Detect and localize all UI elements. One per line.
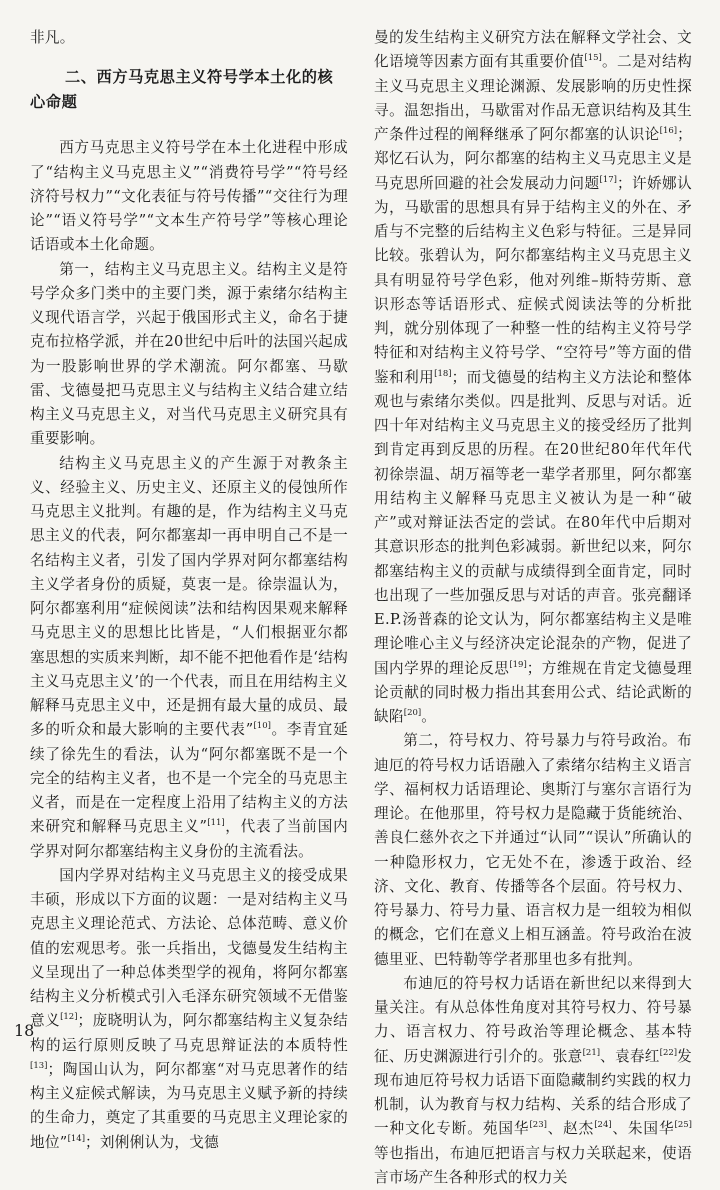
citation-ref: [16] xyxy=(659,126,678,137)
text-segment: 、赵杰 xyxy=(546,1120,595,1138)
citation-ref: [10] xyxy=(253,721,271,732)
paragraph-bourdieu-reception xyxy=(374,972,692,1190)
citation-ref: [17] xyxy=(599,174,617,185)
right-column xyxy=(374,26,692,1190)
text-segment: ；陶国山认为，阿尔都塞“对马克思著作的结构主义症候式解读，为马克思主义赋予新的持续的生命力，奠定了其重要的马克思主义理论家的地位” xyxy=(30,1060,348,1151)
text-segment: 、袁春红 xyxy=(600,1047,660,1065)
citation-ref: [22] xyxy=(659,1047,678,1058)
citation-ref: [14] xyxy=(67,1133,86,1144)
citation-ref: [25] xyxy=(674,1120,692,1131)
citation-ref: [20] xyxy=(403,708,422,719)
text-segment: 结构主义马克思主义的产生源于对教条主义、经验主义、历史主义、还原主义的侵蚀所作马克思主义批判。有趣的是，作为结构主义马克思主义的代表，阿尔都塞却一再申明自己不是一名结构主义者，引发了国内学界对阿尔都塞结构主义学者身份的质疑，莫衷一是。徐崇温认为，阿尔都塞利用“症候阅读”法和结构因果观来解释马克思主义的思想比比皆是，“人们根据亚尔都塞思想的实质来判断，却不能不把他看作是‘结构主义马克思主义’的一个代表，而且在用结构主义解释马克思主义中，还是拥有最大量的成员、最多的听众和最大影响的主要代表” xyxy=(30,454,348,739)
paragraph-symbolic-power: 第二，符号权力、符号暴力与符号政治。布迪厄的符号权力话语融入了索绪尔结构主义语言学、福柯权力话语理论、奥斯汀与塞尔言语行为理论。在他那里，符号权力是隐藏于货能统治、善良仁慈外衣之下并通过“认同”“误认”所确认的一种隐形权力，它无处不在，渗透于政治、经济、文化、教育、传播等各个层面。符号权力、符号暴力、符号力量、语言权力是一组较为相似的概念，它们在意义上相互涵盖。符号政治在波德里亚、巴特勒等学者那里也多有批判。 xyxy=(374,732,692,968)
text-segment: ；而戈德曼的结构主义方法论和整体观也与索绪尔类似。四是批判、反思与对话。近四十年对结构主义马克思主义的接受经历了批判到肯定再到反思的历程。在20世纪80年代年代初徐崇温、胡万福等老一辈学者那里，阿尔都塞用结构主义解释马克思主义被认为是一种“破产”或对辩证法否定的尝试。在80年代中后期对其意识形态的批判色彩减弱。新世纪以来，阿尔都塞结构主义的贡献与成绩得到全面肯定，同时也出现了一些加强反思与对话的声音。张亮翻译E.P.汤普森的论文认为，阿尔都塞结构主义是唯理论唯心主义与经济决定论混杂的产物，促进了国内学界的理论反思 xyxy=(374,368,692,677)
citation-ref: [18] xyxy=(434,368,452,379)
text-segment: 。二是对结构主义马克思主义理论渊源、发展影响的历史性探寻。温恕指出，马歇雷对作品无意识结构及其生产条件过程的阐释继承了阿尔都塞的认识论 xyxy=(374,53,692,143)
citation-ref: [12] xyxy=(60,1012,78,1023)
text-segment: 国内学界对结构主义马克思主义的接受成果丰硕，形成以下方面的议题：一是对结构主义马克思主义理论范式、方法论、总体范畴、意义价值的宏观思考。张一兵指出，戈德曼发生结构主义呈现出了一种总体类型学的视角，将阿尔都塞结构主义分析模式引入毛泽东研究领域不无借鉴意义 xyxy=(30,866,348,1030)
paragraph-structuralism: 第一，结构主义马克思主义。结构主义是符号学众多门类中的主要门类，源于索绪尔结构主义现代语言学，兴起于俄国形式主义，命名于捷克布拉格学派，并在20世纪中后叶的法国兴起成为一股影响世界的学术潮流。阿尔都塞、马歇雷、戈德曼把马克思主义与结构主义结合建立结构主义马克思主义，对当代马克思主义研究具有重要影响。 xyxy=(30,260,348,448)
page-number: 18 xyxy=(14,1021,35,1040)
text-segment: 。 xyxy=(421,708,437,725)
paragraph-reception xyxy=(30,864,348,1155)
text-segment: 曼的发生结构主义研究方法在解释文学社会、文化语境等因素方面有其重要价值 xyxy=(374,29,692,71)
paragraph-althusser-identity xyxy=(30,452,348,864)
section-title: 二、西方马克思主义符号学本土化的核心命题 xyxy=(30,68,334,111)
text-segment: 发现布迪厄符号权力话语下面隐藏制约实践的权力机制，认为教育与权力结构、关系的结合形成了一种文化专断。苑国华 xyxy=(374,1047,693,1138)
text-segment: ；许娇娜认为，马歇雷的思想具有异于结构主义的外在、矛盾与不完整的后结构主义色彩与特征。三是异同比较。张碧认为，阿尔都塞结构主义马克思主义具有明显符号学色彩，他对列维–斯特劳斯、意识形态等话语形式、症候式阅读法等的分析批判，就分别体现了一种整一性的结构主义符号学特征和对结构主义符号学、“空符号”等方面的借鉴和利用 xyxy=(374,174,692,386)
citation-ref: [23] xyxy=(529,1120,547,1131)
text-segment: ，代表了当前国内学界对阿尔都塞结构主义身份的主流看法。 xyxy=(30,818,348,860)
text-segment: 布迪厄的符号权力话语在新世纪以来得到大量关注。有从总体性角度对其符号权力、符号暴力、语言权力、符号政治等理论概念、基本特征、历史渊源进行引介的。张意 xyxy=(374,974,692,1065)
citation-ref: [13] xyxy=(30,1060,48,1071)
text-segment: ；郑忆石认为，阿尔都塞的结构主义马克思主义是马克思所回避的社会发展动力问题 xyxy=(374,126,692,192)
citation-ref: [19] xyxy=(509,659,527,670)
text-segment: ；方维规在肯定戈德曼理论贡献的同时极力指出其套用公式、结论武断的缺陷 xyxy=(374,659,692,725)
citation-ref: [15] xyxy=(584,53,602,64)
citation-ref: [11] xyxy=(207,818,225,829)
text-segment: 等也指出，布迪厄把语言与权力关联起来，使语言市场产生各种形式的权力关 xyxy=(374,1144,692,1186)
citation-ref: [24] xyxy=(594,1120,612,1131)
text-segment: 、朱国华 xyxy=(611,1120,675,1138)
paragraph-reception-continued xyxy=(374,26,692,729)
citation-ref: [21] xyxy=(582,1047,601,1058)
text-segment: 。李青宜延续了徐先生的看法，认为“阿尔都塞既不是一个完全的结构主义者，也不是一个完全的马克思主义者，而是在一定程度上沿用了结构主义的方法来研究和解释马克思主义” xyxy=(30,721,348,836)
text-segment: ；庞晓明认为，阿尔都塞结构主义复杂结构的运行原则反映了马克思辩证法的本质特性 xyxy=(30,1012,348,1054)
paragraph-intro: 西方马克思主义符号学在本土化进程中形成了“结构主义马克思主义”“消费符号学”“符号经济符号权力”“文化表征与符号传播”“交往行为理论”“语义符号学”“文本生产符号学”等核心理论话语或本土化命题。 xyxy=(30,139,348,254)
text-segment: ；刘俐俐认为，戈德 xyxy=(85,1133,220,1151)
left-column xyxy=(30,26,348,1155)
lead-text: 非凡。 xyxy=(30,29,75,46)
